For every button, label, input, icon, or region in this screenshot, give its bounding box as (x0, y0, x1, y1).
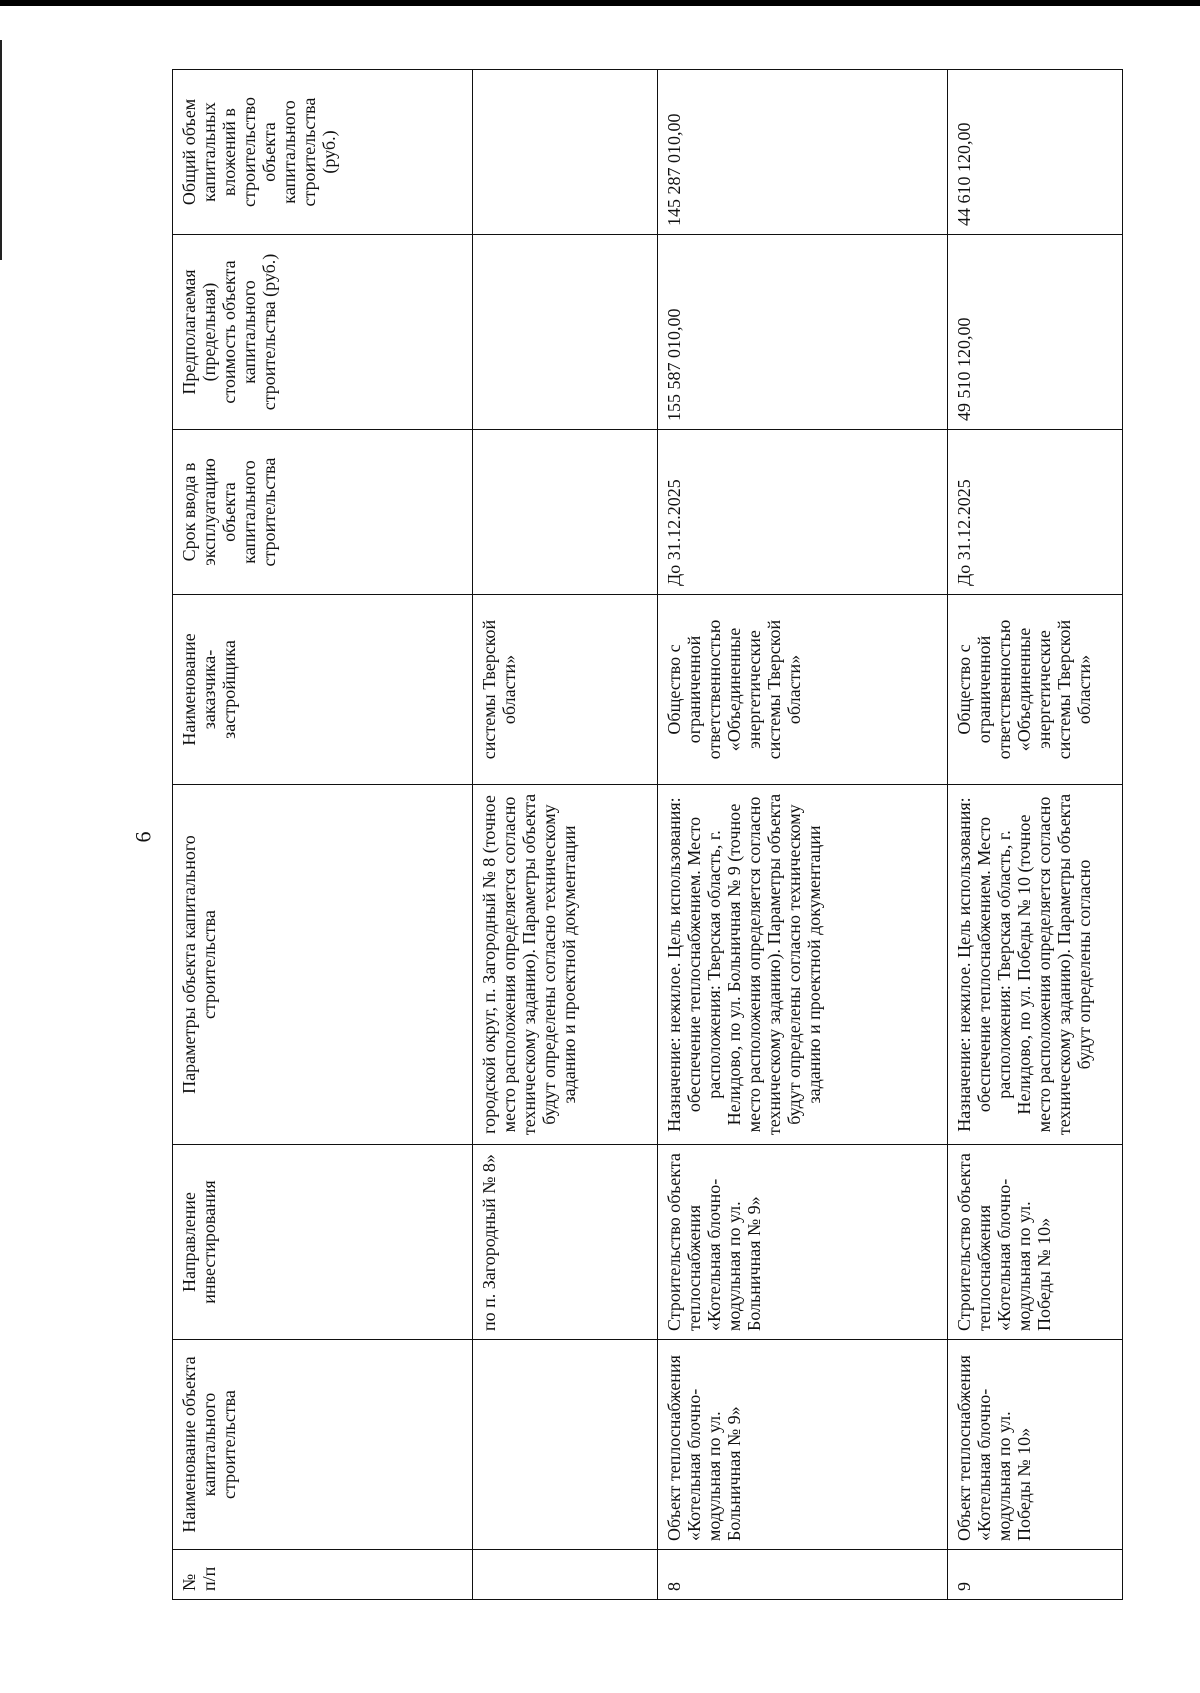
cell-num (473, 1550, 658, 1600)
cell-term: До 31.12.2025 (658, 430, 948, 595)
cell-estimated-cost (473, 235, 658, 430)
cell-params: Назначение: нежилое. Цель использования: обеспечение теплоснабжением. Место расположения: Тверская область, г. Нелидово, по ул. Больничная № 9 (точное место расположения определяется согласно техническому заданию). Параметры объекта будут определены согласно техническому заданию и проектной документации (658, 785, 948, 1145)
cell-estimated-cost: 155 587 010,00 (658, 235, 948, 430)
cell-total-investment (473, 70, 658, 235)
cell-name: Объект теплоснабжения «Котельная блочно-модульная по ул. Больничная № 9» (658, 1340, 948, 1550)
table-row-continuation (473, 70, 658, 1600)
scan-edge-top (0, 0, 1200, 6)
cell-total-investment: 44 610 120,00 (948, 70, 1123, 235)
cell-direction: Строительство объекта теплоснабжения «Котельная блочно-модульная по ул. Больничная № 9» (658, 1145, 948, 1340)
header-estimated-cost: Предполагаемая (предельная) стоимость объекта капитального строительства (руб.) (173, 235, 473, 430)
cell-customer: системы Тверской области» (473, 595, 658, 785)
header-params: Параметры объекта капитального строительства (173, 785, 473, 1145)
cell-customer: Общество с ограниченной ответственностью «Объединенные энергетические системы Тверской области» (658, 595, 948, 785)
cell-num: 9 (948, 1550, 1123, 1600)
cell-params: городской округ, п. Загородный № 8 (точное место расположения определяется согласно техническому заданию). Параметры объекта будут определены согласно техническому заданию и проектной документации (473, 785, 658, 1145)
cell-customer: Общество с ограниченной ответственностью «Объединенные энергетические системы Тверской области» (948, 595, 1123, 785)
header-customer: Наименование заказчика-застройщика (173, 595, 473, 785)
header-direction: Направление инвестирования (173, 1145, 473, 1340)
rotated-document-page (172, 70, 1122, 1600)
cell-term (473, 430, 658, 595)
scan-edge-left (0, 40, 2, 260)
cell-term: До 31.12.2025 (948, 430, 1123, 595)
cell-params: Назначение: нежилое. Цель использования: обеспечение теплоснабжением. Место расположения: Тверская область, г. Нелидово, по ул. Победы № 10 (точное место расположения определяется согласно техническому заданию). Параметры объекта будут определены согласно (948, 785, 1123, 1145)
cell-estimated-cost: 49 510 120,00 (948, 235, 1123, 430)
cell-name: Объект теплоснабжения «Котельная блочно-модульная по ул. Победы № 10» (948, 1340, 1123, 1550)
cell-total-investment: 145 287 010,00 (658, 70, 948, 235)
header-term: Срок ввода в эксплуатацию объекта капитального строительства (173, 430, 473, 595)
cell-direction: Строительство объекта теплоснабжения «Котельная блочно-модульная по ул. Победы № 10» (948, 1145, 1123, 1340)
table-header-row (173, 70, 473, 1600)
table-row (658, 70, 948, 1600)
cell-num: 8 (658, 1550, 948, 1600)
table-row (948, 70, 1123, 1600)
header-name: Наименование объекта капитального строительства (173, 1340, 473, 1550)
header-total-investment: Общий объем капитальных вложений в строительство объекта капитального строительства (руб.) (173, 70, 473, 235)
header-num: № п/п (173, 1550, 473, 1600)
capital-construction-table (172, 69, 1123, 1600)
cell-direction: по п. Загородный № 8» (473, 1145, 658, 1340)
cell-name (473, 1340, 658, 1550)
page-number: 6 (130, 831, 156, 843)
